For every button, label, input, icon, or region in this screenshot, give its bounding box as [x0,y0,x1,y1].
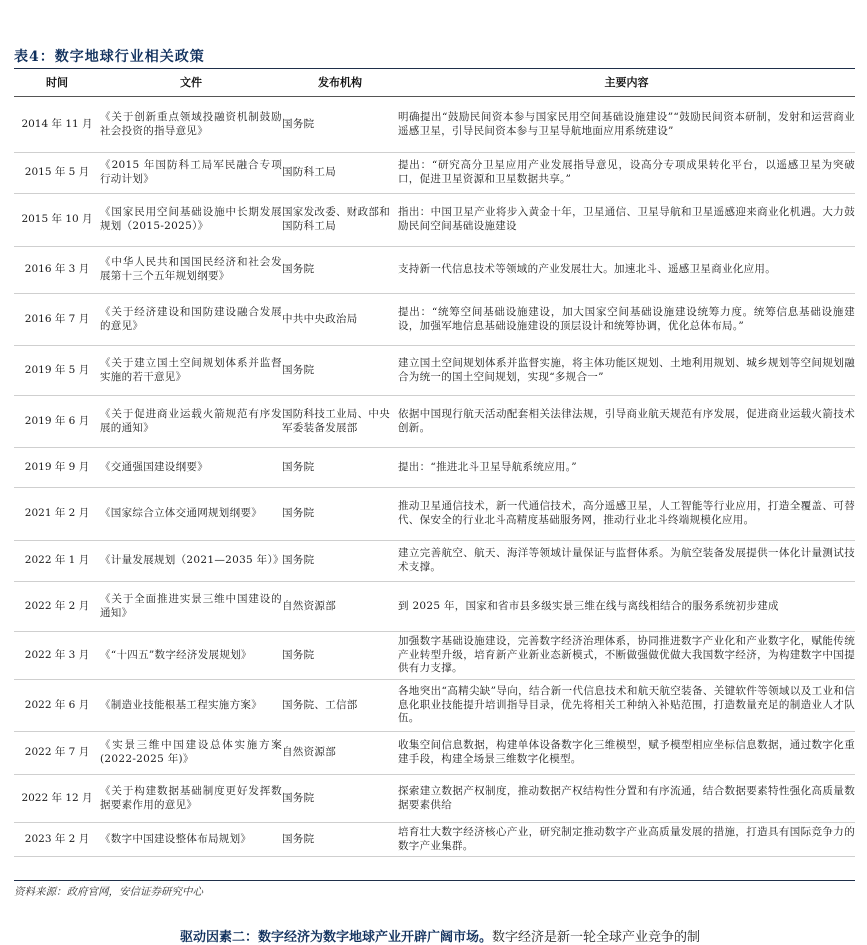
row-document: 《实景三维中国建设总体实施方案(2022-2025 年)》 [100,732,282,775]
table-row [14,775,855,823]
row-document: 《数字中国建设整体布局规划》 [100,823,282,857]
row-content: 培育壮大数字经济核心产业，研究制定推动数字产业高质量发展的措施，打造具有国际竞争力的数字产业集群。 [398,823,855,857]
row-document: 《2015 年国防科工局军民融合专项行动计划》 [100,153,282,194]
paragraph-text: 数字经济是新一轮全球产业竞争的制 [492,930,701,945]
table-row [14,823,855,857]
row-time: 2019 年 9 月 [14,448,100,488]
row-agency: 国务院 [282,823,398,857]
row-document: 《“十四五”数字经济发展规划》 [100,632,282,680]
header-agency: 发布机构 [282,70,398,97]
row-agency: 国务院 [282,247,398,294]
row-document: 《国家综合立体交通网规划纲要》 [100,488,282,541]
header-document: 文件 [100,70,282,97]
row-agency: 国防科技工业局、中央军委装备发展部 [282,396,398,448]
row-time: 2021 年 2 月 [14,488,100,541]
table-row [14,294,855,346]
row-document: 《关于全面推进实景三维中国建设的通知》 [100,582,282,632]
table-row [14,541,855,582]
row-content: 提出：“研究高分卫星应用产业发展指导意见，设高分专项成果转化平台，以遥感卫星为突破口，促进卫星资源和卫星数据共享。” [398,153,855,194]
table-header-row [14,70,855,97]
table-row [14,346,855,396]
paragraph-lead: 驱动因素二：数字经济为数字地球产业开辟广阔市场。 [180,930,493,945]
table-top-rule [14,68,855,69]
table-row [14,153,855,194]
row-time: 2016 年 3 月 [14,247,100,294]
row-document: 《关于建立国土空间规划体系并监督实施的若干意见》 [100,346,282,396]
table-row [14,247,855,294]
row-agency: 国务院 [282,541,398,582]
row-time: 2014 年 11 月 [14,97,100,153]
row-document: 《计量发展规划（2021—2035 年）》 [100,541,282,582]
table-title: 表4：数字地球行业相关政策 [14,49,205,65]
source-note: 资料来源：政府官网，安信证券研究中心 [14,886,203,898]
row-document: 《关于构建数据基础制度更好发挥数据要素作用的意见》 [100,775,282,823]
table-row [14,680,855,732]
row-content: 收集空间信息数据，构建单体设备数字化三维模型，赋予模型相应坐标信息数据，通过数字化重建手段，构建全场景三维数字化模型。 [398,732,855,775]
row-agency: 国防科工局 [282,153,398,194]
row-content: 提出：“推进北斗卫星导航系统应用。” [398,448,855,488]
row-content: 依据中国现行航天活动配套相关法律法规，引导商业航天规范有序发展，促进商业运载火箭技术创新。 [398,396,855,448]
table-row [14,632,855,680]
row-time: 2019 年 5 月 [14,346,100,396]
row-time: 2022 年 2 月 [14,582,100,632]
row-time: 2022 年 3 月 [14,632,100,680]
row-agency: 国务院 [282,346,398,396]
row-agency: 国务院 [282,488,398,541]
row-document: 《关于经济建设和国防建设融合发展的意见》 [100,294,282,346]
row-content: 建立国土空间规划体系并监督实施，将主体功能区规划、土地利用规划、城乡规划等空间规划融合为统一的国土空间规划，实现“多规合一” [398,346,855,396]
row-agency: 国务院 [282,632,398,680]
policy-table [14,70,855,857]
table-row [14,732,855,775]
table-row [14,97,855,153]
row-agency: 自然资源部 [282,582,398,632]
row-content: 推动卫星通信技术，新一代通信技术，高分遥感卫星，人工智能等行业应用，打造全覆盖、可替代、保安全的行业北斗高精度基础服务网，推动行业北斗终端规模化应用。 [398,488,855,541]
table-row [14,582,855,632]
table-row [14,488,855,541]
row-content: 加强数字基础设施建设，完善数字经济治理体系，协同推进数字产业化和产业数字化，赋能传统产业转型升级，培育新产业新业态新模式，不断做强做优做大我国数字经济，为构建数字中国提供有力支撑。 [398,632,855,680]
row-time: 2015 年 5 月 [14,153,100,194]
row-agency: 国务院 [282,775,398,823]
following-paragraph [180,926,867,945]
row-content: 指出：中国卫星产业将步入黄金十年，卫星通信、卫星导航和卫星遥感迎来商业化机遇。大力鼓励民间空间基础设施建设 [398,194,855,247]
row-agency: 国家发改委、财政部和国防科工局 [282,194,398,247]
table-row [14,396,855,448]
row-document: 《关于创新重点领域投融资机制鼓励社会投资的指导意见》 [100,97,282,153]
row-agency: 中共中央政治局 [282,294,398,346]
row-document: 《国家民用空间基础设施中长期发展规划（2015-2025）》 [100,194,282,247]
row-agency: 国务院 [282,448,398,488]
row-content: 探索建立数据产权制度，推动数据产权结构性分置和有序流通，结合数据要素特性强化高质量数据要素供给 [398,775,855,823]
row-agency: 自然资源部 [282,732,398,775]
header-content: 主要内容 [398,70,855,97]
row-time: 2023 年 2 月 [14,823,100,857]
row-time: 2016 年 7 月 [14,294,100,346]
row-time: 2022 年 1 月 [14,541,100,582]
row-document: 《中华人民共和国国民经济和社会发展第十三个五年规划纲要》 [100,247,282,294]
table-bottom-rule [14,880,855,881]
row-time: 2019 年 6 月 [14,396,100,448]
table-row [14,194,855,247]
row-content: 提出：“统筹空间基础设施建设，加大国家空间基础设施建设统筹力度。统筹信息基础设施建设，加强军地信息基础设施建设的顶层设计和统筹协调，优化总体布局。” [398,294,855,346]
row-time: 2022 年 6 月 [14,680,100,732]
row-content: 建立完善航空、航天、海洋等领域计量保证与监督体系。为航空装备发展提供一体化计量测试技术支撑。 [398,541,855,582]
row-agency: 国务院 [282,97,398,153]
table-row [14,448,855,488]
row-content: 明确提出“鼓励民间资本参与国家民用空间基础设施建设”“鼓励民间资本研制，发射和运营商业遥感卫星，引导民间资本参与卫星导航地面应用系统建设” [398,97,855,153]
row-document: 《关于促进商业运载火箭规范有序发展的通知》 [100,396,282,448]
row-agency: 国务院、工信部 [282,680,398,732]
row-document: 《制造业技能根基工程实施方案》 [100,680,282,732]
header-time: 时间 [14,70,100,97]
row-content: 支持新一代信息技术等领域的产业发展壮大。加速北斗、遥感卫星商业化应用。 [398,247,855,294]
row-content: 各地突出“高精尖缺”导向，结合新一代信息技术和航天航空装备、关键软件等领域以及工业和信息化职业技能提升培训指导目录，优先将相关工种纳入补贴范围，打造数量充足的制造业人才队伍。 [398,680,855,732]
row-time: 2022 年 12 月 [14,775,100,823]
row-document: 《交通强国建设纲要》 [100,448,282,488]
row-content: 到 2025 年，国家和省市县多级实景三维在线与离线相结合的服务系统初步建成 [398,582,855,632]
row-time: 2015 年 10 月 [14,194,100,247]
row-time: 2022 年 7 月 [14,732,100,775]
